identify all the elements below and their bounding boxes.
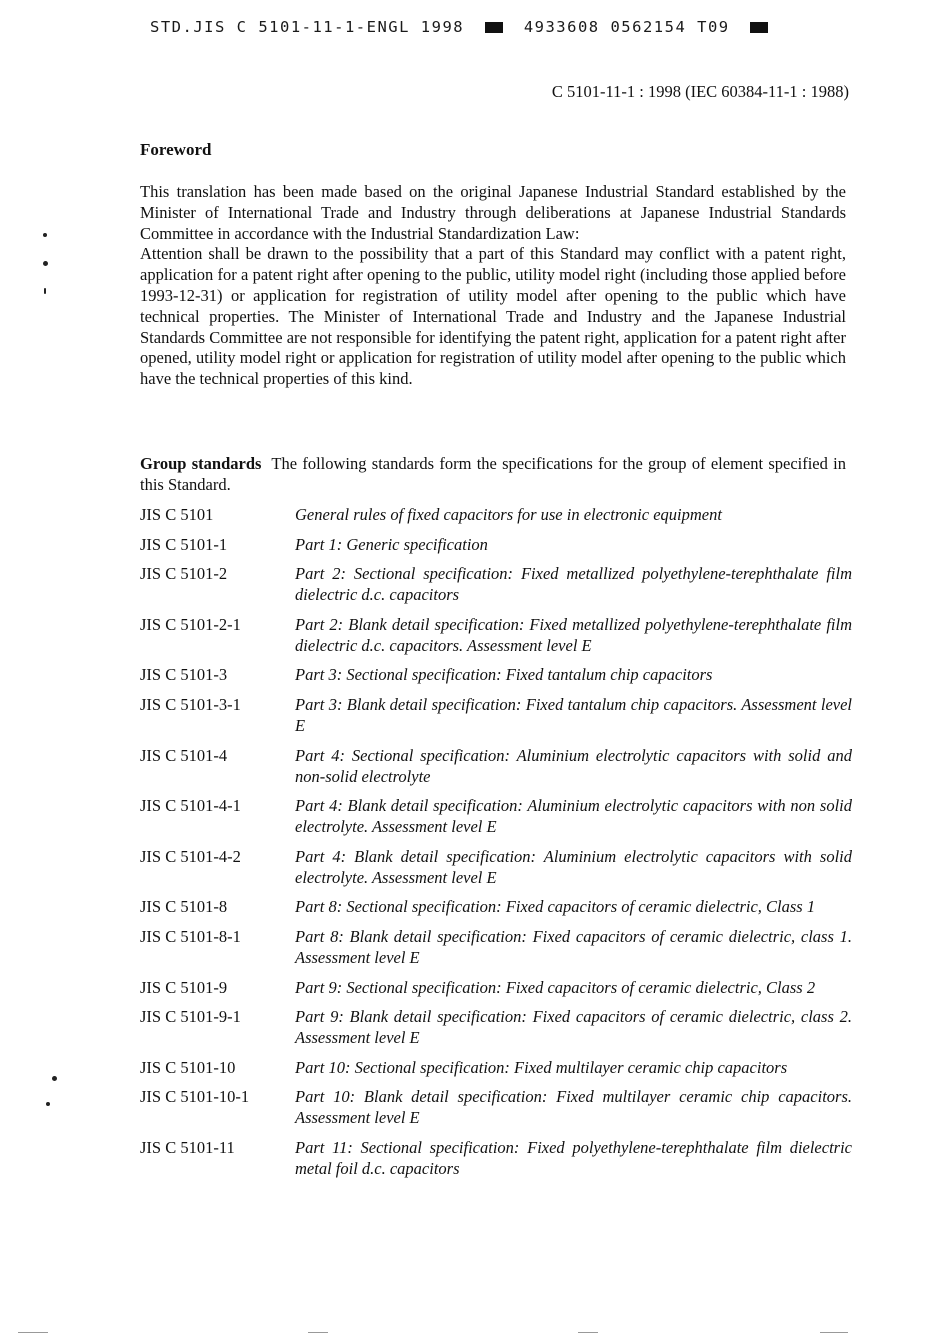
group-standards-heading: Group standards [140,454,262,473]
standard-row [140,1006,852,1048]
document-id: C 5101-11-1 : 1998 (IEC 60384-11-1 : 1988) [551,82,849,101]
standard-row [140,846,852,888]
standard-code: JIS C 5101-2 [140,564,228,584]
foreword-heading: Foreword [140,140,212,159]
scan-speck [52,1076,57,1081]
scan-edge-line [18,1332,48,1333]
standard-title: Part 4: Sectional specification: Aluminium electrolytic capacitors with solid and non-solid electrolyte [295,745,852,786]
standard-title: Part 2: Sectional specification: Fixed metallized polyethylene-terephthalate film dielectric d.c. capacitors [295,564,852,605]
standard-row [140,504,852,525]
standard-code: JIS C 5101-4 [140,745,228,765]
standard-code: JIS C 5101-3 [140,665,228,685]
standard-row [140,694,852,736]
stamp-block [485,22,503,33]
stamp-standard-code: STD.JIS C 5101-11-1-ENGL 1998 [150,18,465,36]
scan-edge-line [308,1332,328,1333]
standard-title: Part 10: Blank detail specification: Fixed multilayer ceramic chip capacitors. Assessment level E [295,1087,852,1128]
standard-row [140,795,852,837]
standard-row [140,614,852,656]
standard-title: Part 8: Sectional specification: Fixed capacitors of ceramic dielectric, Class 1 [295,897,816,917]
standard-title: Part 1: Generic specification [295,534,488,554]
scan-speck [46,1102,50,1106]
standard-title: Part 8: Blank detail specification: Fixed capacitors of ceramic dielectric, class 1. Assessment level E [295,926,852,967]
scan-speck [44,288,46,294]
standard-row [140,563,852,605]
standard-row [140,664,852,685]
standard-code: JIS C 5101-8 [140,897,228,917]
scan-speck [43,261,48,266]
standard-row [140,534,852,555]
standard-row [140,745,852,787]
standard-title: Part 3: Blank detail specification: Fixed tantalum chip capacitors. Assessment level E [295,694,852,735]
standard-code: JIS C 5101-1 [140,534,228,554]
standard-row [140,896,852,917]
document-stamp [150,18,778,36]
group-standards-text: The following standards form the specifications for the group of element specified in this Standard. [140,454,846,494]
standard-title: Part 4: Blank detail specification: Aluminium electrolytic capacitors with non solid electrolyte. Assessment level E [295,796,852,837]
stamp-serial: 4933608 0562154 T09 [523,18,730,36]
standard-code: JIS C 5101-4-2 [140,846,241,866]
foreword-body [140,182,846,390]
foreword-paragraph: This translation has been made based on the original Japanese Industrial Standard established by the Minister of International Trade and Industry through deliberations at Japanese Industrial Standards Committee in accordance with the Industrial Standardization Law: [140,182,846,243]
standard-row [140,926,852,968]
standard-title: Part 4: Blank detail specification: Aluminium electrolytic capacitors with solid electrolyte. Assessment level E [295,846,852,887]
standard-title: General rules of fixed capacitors for use in electronic equipment [295,505,722,524]
standard-row [140,1057,852,1078]
standard-code: JIS C 5101-9 [140,977,228,997]
standard-row [140,1137,852,1179]
standard-code: JIS C 5101-10 [140,1057,236,1077]
standard-code: JIS C 5101-11 [140,1137,235,1157]
standard-row [140,1086,852,1128]
standard-title: Part 9: Blank detail specification: Fixed capacitors of ceramic dielectric, class 2. Assessment level E [295,1007,852,1048]
group-standards-intro [140,454,846,496]
standard-code: JIS C 5101-2-1 [140,614,241,634]
standard-code: JIS C 5101-8-1 [140,926,241,946]
standard-code: JIS C 5101-4-1 [140,796,241,816]
scan-edge-line [820,1332,848,1333]
standard-title: Part 9: Sectional specification: Fixed capacitors of ceramic dielectric, Class 2 [295,977,816,997]
standard-row [140,977,852,998]
standard-code: JIS C 5101-10-1 [140,1087,250,1107]
standard-code: JIS C 5101-3-1 [140,694,241,714]
stamp-block [750,22,768,33]
standard-title: Part 11: Sectional specification: Fixed polyethylene-terephthalate film dielectric metal foil d.c. capacitors [295,1137,852,1178]
standard-code: JIS C 5101-9-1 [140,1007,241,1027]
scan-speck [43,233,47,237]
foreword-paragraph: Attention shall be drawn to the possibility that a part of this Standard may conflict with a patent right, application for a patent right after opening to the public, utility model right (including those applied before 1993-12-31) or application for registration of utility model after opening to the public which have technical properties. The Minister of International Trade and Industry and the Japanese Industrial Standards Committee are not responsible for identifying the patent right, application for a patent right after opened, utility model right or application for registration of utility model after opening to the public which have the technical properties of this kind. [140,244,846,389]
standards-list [140,504,852,1188]
standard-title: Part 2: Blank detail specification: Fixed metallized polyethylene-terephthalate film dielectric d.c. capacitors. Assessment level E [295,614,852,655]
standard-title: Part 3: Sectional specification: Fixed tantalum chip capacitors [295,665,713,685]
scan-edge-line [578,1332,598,1333]
standard-code: JIS C 5101 [140,505,214,524]
standard-title: Part 10: Sectional specification: Fixed multilayer ceramic chip capacitors [295,1057,788,1077]
